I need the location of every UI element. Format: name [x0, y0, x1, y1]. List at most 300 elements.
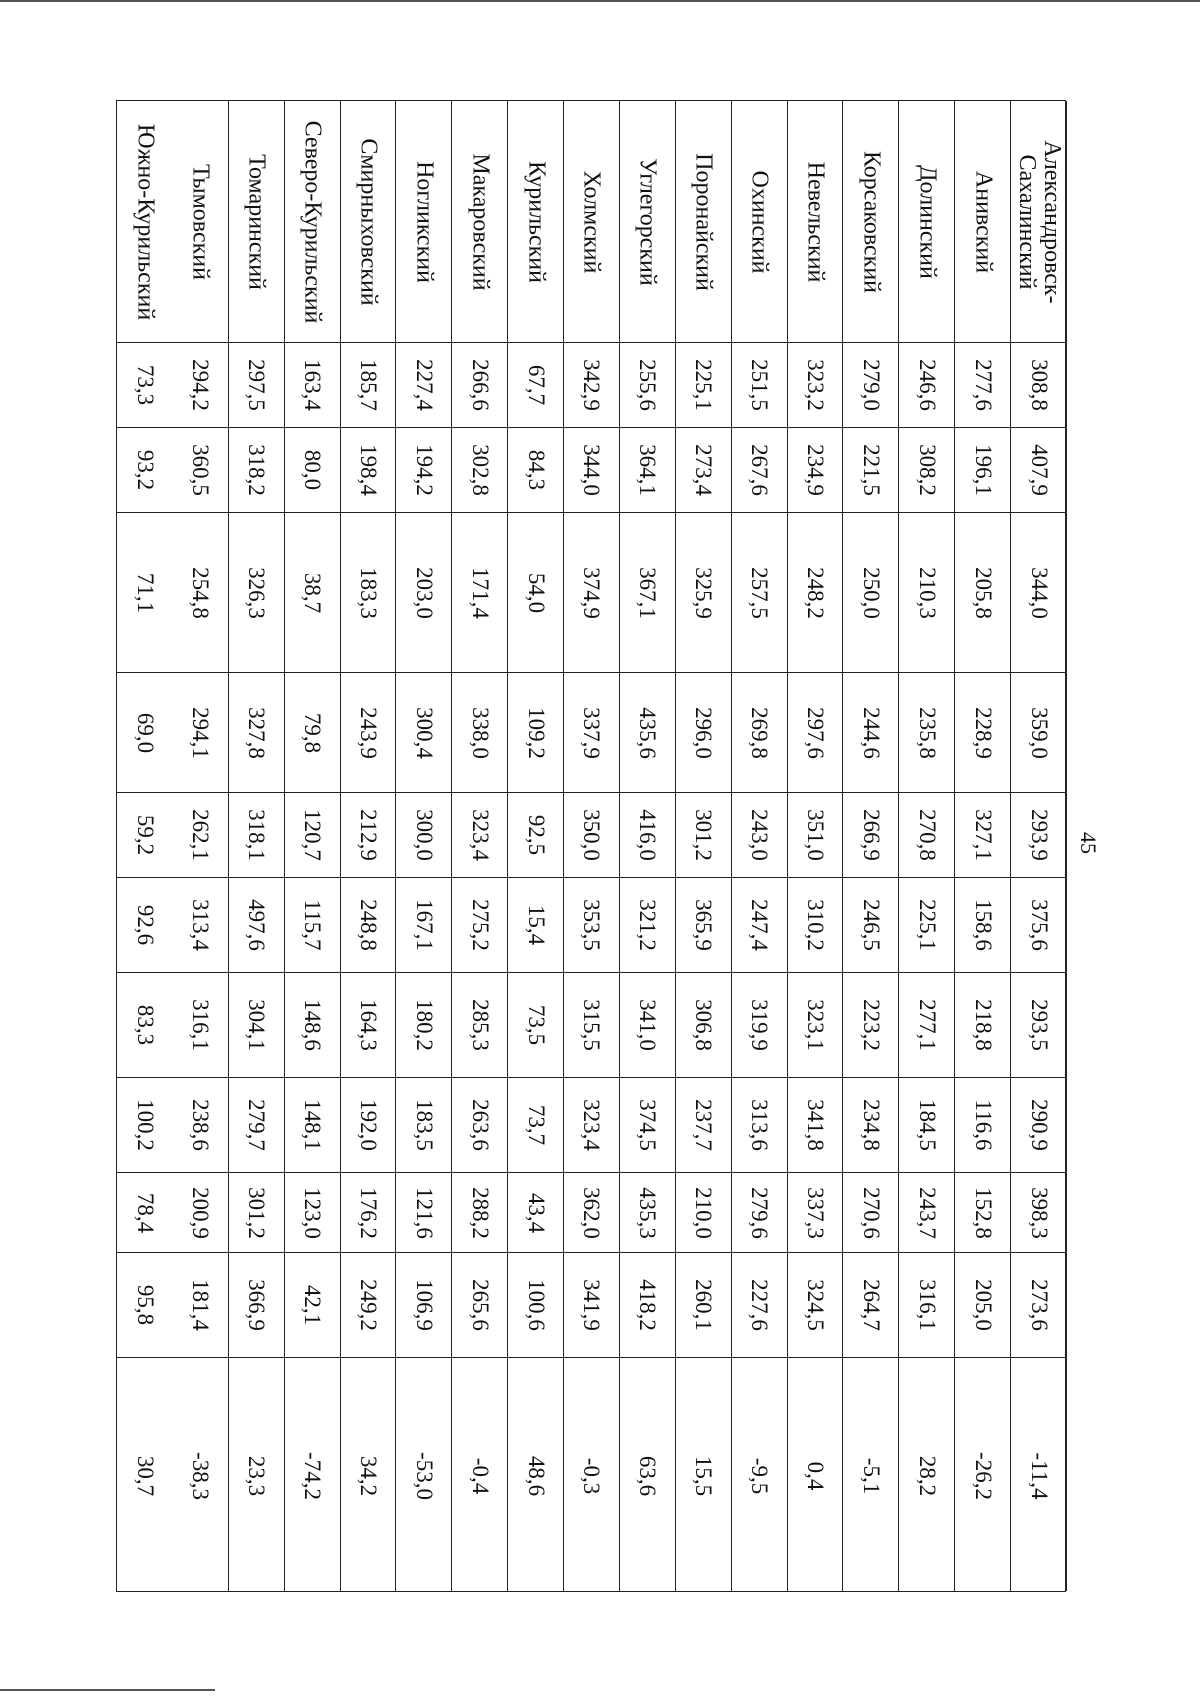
value-cell — [564, 793, 619, 878]
value-cell — [732, 343, 787, 428]
value-text: 59,2 — [133, 814, 159, 856]
value-text: 326,3 — [244, 566, 270, 619]
value-text: 365,9 — [691, 899, 717, 951]
district-name: Курильский — [523, 160, 550, 283]
value-cell — [899, 673, 954, 793]
value-cell — [396, 878, 451, 973]
value-text: 313,6 — [747, 1099, 773, 1151]
value-cell — [676, 793, 731, 878]
value-text: 167,1 — [411, 899, 437, 951]
value-text: 416,0 — [635, 809, 661, 861]
value-cell — [285, 793, 340, 878]
value-cell — [173, 878, 228, 973]
value-cell — [229, 428, 284, 513]
table-row-district — [899, 101, 955, 1591]
value-text: 248,2 — [803, 566, 829, 619]
value-cell — [564, 878, 619, 973]
value-text: 221,5 — [858, 444, 884, 496]
value-text: 327,8 — [244, 706, 270, 759]
value-cell — [229, 343, 284, 428]
value-text: 235,8 — [914, 706, 940, 759]
value-cell — [285, 1078, 340, 1173]
value-cell — [1011, 1078, 1066, 1173]
value-cell — [173, 428, 228, 513]
value-text: 246,5 — [858, 899, 884, 951]
value-text: 243,0 — [747, 809, 773, 861]
value-cell — [341, 673, 396, 793]
value-text: 106,9 — [411, 1279, 437, 1331]
value-cell — [1011, 1358, 1066, 1593]
value-cell — [788, 1358, 843, 1593]
value-text: 121,6 — [411, 1186, 437, 1239]
table-row-district — [508, 101, 564, 1591]
value-cell — [117, 1078, 173, 1173]
value-cell — [788, 428, 843, 513]
district-name-cell — [508, 101, 563, 343]
district-name: Южно-Курильский — [132, 123, 159, 320]
value-text: 318,1 — [244, 809, 270, 861]
value-cell — [955, 1253, 1010, 1358]
value-cell — [341, 1358, 396, 1593]
value-cell — [843, 343, 898, 428]
value-cell — [1011, 1253, 1066, 1358]
value-text: 375,6 — [1026, 899, 1052, 951]
value-text: 310,2 — [803, 899, 829, 951]
value-cell — [341, 1078, 396, 1173]
value-text: 300,0 — [411, 809, 437, 861]
value-text: -11,4 — [1026, 1451, 1052, 1500]
value-cell — [396, 513, 451, 673]
value-cell — [341, 428, 396, 513]
value-cell — [396, 1358, 451, 1593]
value-text: 42,1 — [300, 1284, 326, 1326]
value-text: 123,0 — [300, 1186, 326, 1239]
value-cell — [508, 343, 563, 428]
value-cell — [229, 973, 284, 1078]
district-name: Невельский — [802, 161, 829, 282]
value-cell — [676, 1253, 731, 1358]
value-cell — [452, 1358, 507, 1593]
value-text: 247,4 — [747, 899, 773, 951]
value-text: 225,1 — [914, 899, 940, 951]
value-text: 80,0 — [300, 449, 326, 491]
value-cell — [1011, 513, 1066, 673]
value-cell — [396, 1253, 451, 1358]
district-name-cell — [229, 101, 284, 343]
table-row-district — [788, 101, 844, 1591]
value-text: 290,9 — [1026, 1099, 1052, 1151]
value-text: 28,2 — [914, 1455, 940, 1496]
value-cell — [117, 1358, 173, 1593]
value-cell — [564, 1173, 619, 1253]
value-cell — [396, 428, 451, 513]
value-cell — [899, 428, 954, 513]
value-text: 255,6 — [635, 359, 661, 411]
value-text: 344,0 — [579, 444, 605, 496]
value-cell — [732, 1173, 787, 1253]
district-name: Корсаковский — [858, 150, 885, 293]
value-text: 84,3 — [523, 449, 549, 491]
value-cell — [899, 1253, 954, 1358]
value-text: 302,8 — [467, 444, 493, 496]
value-text: -38,3 — [188, 1451, 214, 1500]
value-cell — [285, 973, 340, 1078]
value-cell — [117, 673, 173, 793]
value-text: 95,8 — [133, 1284, 159, 1326]
value-text: 270,8 — [914, 809, 940, 861]
value-cell — [676, 1078, 731, 1173]
value-text: 198,4 — [356, 444, 382, 496]
rotated-data-table — [116, 100, 1066, 1592]
value-cell — [732, 1078, 787, 1173]
value-cell — [564, 343, 619, 428]
value-text: 73,5 — [523, 1004, 549, 1046]
value-text: 342,9 — [579, 359, 605, 411]
table-row-district — [396, 101, 452, 1591]
value-cell — [285, 343, 340, 428]
value-text: 210,3 — [914, 566, 940, 619]
value-text: 353,5 — [579, 899, 605, 951]
value-text: 251,5 — [747, 359, 773, 411]
table-row-district — [564, 101, 620, 1591]
value-cell — [452, 973, 507, 1078]
value-cell — [1011, 793, 1066, 878]
district-name: Томаринский — [243, 153, 270, 290]
value-cell — [732, 1253, 787, 1358]
value-text: 225,1 — [691, 359, 717, 411]
value-text: -53,0 — [411, 1451, 437, 1500]
value-text: -0,3 — [579, 1457, 605, 1494]
district-name: Смирныховский — [355, 137, 382, 306]
district-name-cell — [173, 101, 228, 343]
value-cell — [173, 513, 228, 673]
value-text: -26,2 — [970, 1451, 996, 1500]
value-text: 341,9 — [579, 1279, 605, 1331]
value-cell — [173, 343, 228, 428]
value-text: 374,5 — [635, 1099, 661, 1151]
value-cell — [788, 878, 843, 973]
value-text: 279,6 — [747, 1186, 773, 1239]
value-text: 337,9 — [579, 706, 605, 759]
district-name-cell — [620, 101, 675, 343]
value-cell — [676, 1173, 731, 1253]
value-text: 293,5 — [1026, 999, 1052, 1051]
scan-edge-line-bottom — [0, 1689, 215, 1691]
value-cell — [341, 1173, 396, 1253]
value-text: 227,4 — [411, 359, 437, 411]
value-text: 321,2 — [635, 899, 661, 951]
table-row-district — [173, 101, 229, 1591]
value-cell — [341, 513, 396, 673]
value-cell — [955, 878, 1010, 973]
value-cell — [620, 673, 675, 793]
value-cell — [899, 973, 954, 1078]
value-cell — [285, 878, 340, 973]
value-cell — [955, 793, 1010, 878]
value-cell — [396, 343, 451, 428]
value-text: 364,1 — [635, 444, 661, 496]
value-cell — [173, 793, 228, 878]
value-cell — [285, 1253, 340, 1358]
value-cell — [508, 1253, 563, 1358]
value-text: 497,6 — [244, 899, 270, 951]
value-text: 158,6 — [970, 899, 996, 951]
value-text: 171,4 — [467, 566, 493, 619]
value-text: 164,3 — [356, 999, 382, 1051]
value-cell — [1011, 1173, 1066, 1253]
value-cell — [117, 973, 173, 1078]
value-text: 83,3 — [133, 1004, 159, 1046]
value-text: 223,2 — [858, 999, 884, 1051]
value-cell — [732, 513, 787, 673]
value-text: 300,4 — [411, 706, 437, 759]
district-name-cell — [843, 101, 898, 343]
value-cell — [788, 343, 843, 428]
value-text: 109,2 — [523, 706, 549, 759]
value-cell — [564, 673, 619, 793]
value-text: 237,7 — [691, 1099, 717, 1151]
value-text: 243,9 — [356, 706, 382, 759]
value-cell — [173, 973, 228, 1078]
district-name-cell — [341, 101, 396, 343]
district-name-cell — [1011, 101, 1066, 343]
value-cell — [620, 428, 675, 513]
value-text: 200,9 — [188, 1186, 214, 1239]
value-cell — [229, 793, 284, 878]
value-text: 63,6 — [635, 1455, 661, 1496]
value-cell — [955, 1078, 1010, 1173]
value-text: 398,3 — [1026, 1186, 1052, 1239]
value-cell — [899, 1173, 954, 1253]
value-cell — [899, 793, 954, 878]
value-text: 15,4 — [523, 904, 549, 946]
value-cell — [788, 1173, 843, 1253]
table-row-district — [229, 101, 285, 1591]
value-text: 115,7 — [300, 899, 326, 951]
value-text: 228,9 — [970, 706, 996, 759]
value-cell — [285, 1358, 340, 1593]
value-text: 181,4 — [188, 1279, 214, 1331]
value-text: 296,0 — [691, 706, 717, 759]
value-text: 308,2 — [914, 444, 940, 496]
value-text: 260,1 — [691, 1279, 717, 1331]
value-text: 34,2 — [356, 1455, 382, 1496]
value-text: 301,2 — [691, 809, 717, 861]
value-cell — [899, 513, 954, 673]
value-text: 435,3 — [635, 1186, 661, 1239]
value-text: 243,7 — [914, 1186, 940, 1239]
value-cell — [955, 428, 1010, 513]
district-name-cell — [564, 101, 619, 343]
value-cell — [285, 513, 340, 673]
value-cell — [732, 673, 787, 793]
table-row-district — [955, 101, 1011, 1591]
value-text: 341,0 — [635, 999, 661, 1051]
value-cell — [955, 343, 1010, 428]
value-cell — [732, 1358, 787, 1593]
value-cell — [788, 673, 843, 793]
value-cell — [285, 1173, 340, 1253]
value-cell — [620, 973, 675, 1078]
value-cell — [396, 673, 451, 793]
value-cell — [117, 1253, 173, 1358]
value-cell — [1011, 428, 1066, 513]
value-text: 183,3 — [356, 566, 382, 619]
value-text: 316,1 — [914, 1279, 940, 1331]
district-name: Ногликский — [411, 160, 438, 283]
value-cell — [676, 428, 731, 513]
value-text: 15,5 — [691, 1455, 717, 1496]
district-name: Холмский — [579, 170, 606, 273]
value-cell — [843, 1253, 898, 1358]
value-text: 38,7 — [300, 572, 326, 613]
value-text: 23,3 — [244, 1455, 270, 1496]
value-text: 184,5 — [914, 1099, 940, 1151]
value-cell — [452, 673, 507, 793]
value-text: 234,9 — [803, 444, 829, 496]
value-text: 67,7 — [523, 364, 549, 406]
value-text: 367,1 — [635, 566, 661, 619]
district-name: Северо-Курильский — [299, 120, 326, 323]
value-cell — [508, 1173, 563, 1253]
value-text: 275,2 — [467, 899, 493, 951]
value-cell — [396, 793, 451, 878]
value-text: -5,1 — [858, 1457, 884, 1494]
value-cell — [564, 428, 619, 513]
value-cell — [117, 793, 173, 878]
value-cell — [788, 1078, 843, 1173]
scan-edge-line — [0, 0, 1200, 2]
value-text: 435,6 — [635, 706, 661, 759]
value-text: 248,8 — [356, 899, 382, 951]
value-text: 266,9 — [858, 809, 884, 861]
value-text: 92,5 — [523, 814, 549, 856]
value-cell — [843, 1078, 898, 1173]
value-cell — [229, 878, 284, 973]
value-text: 205,8 — [970, 566, 996, 619]
value-text: 262,1 — [188, 809, 214, 861]
value-cell — [229, 513, 284, 673]
value-text: 323,1 — [803, 999, 829, 1051]
value-text: 273,6 — [1026, 1279, 1052, 1331]
value-text: 264,7 — [858, 1279, 884, 1331]
page-number: 45 — [1076, 832, 1101, 854]
value-cell — [1011, 973, 1066, 1078]
value-text: 360,5 — [188, 444, 214, 496]
value-text: 319,9 — [747, 999, 773, 1051]
value-text: 218,8 — [970, 999, 996, 1051]
district-name: Александровск- Сахалинский — [1013, 139, 1065, 304]
value-cell — [564, 1358, 619, 1593]
value-text: 48,6 — [523, 1455, 549, 1496]
value-text: 270,6 — [858, 1186, 884, 1239]
value-text: 277,1 — [914, 999, 940, 1051]
value-cell — [117, 1173, 173, 1253]
value-text: 116,6 — [970, 1099, 996, 1151]
value-text: 73,7 — [523, 1104, 549, 1146]
value-cell — [229, 1078, 284, 1173]
value-text: 267,6 — [747, 444, 773, 496]
value-text: 301,2 — [244, 1186, 270, 1239]
value-cell — [341, 878, 396, 973]
value-text: -74,2 — [300, 1451, 326, 1500]
value-cell — [899, 1078, 954, 1173]
value-cell — [843, 1173, 898, 1253]
value-cell — [508, 1358, 563, 1593]
value-cell — [452, 793, 507, 878]
value-text: -9,5 — [747, 1457, 773, 1494]
value-cell — [564, 973, 619, 1078]
value-text: 79,8 — [300, 712, 326, 753]
value-cell — [955, 973, 1010, 1078]
value-cell — [508, 1078, 563, 1173]
value-cell — [229, 1253, 284, 1358]
value-cell — [341, 973, 396, 1078]
value-text: 359,0 — [1026, 706, 1052, 759]
value-text: 148,6 — [300, 999, 326, 1051]
value-cell — [620, 1253, 675, 1358]
value-cell — [1011, 343, 1066, 428]
value-cell — [955, 673, 1010, 793]
value-text: 341,8 — [803, 1099, 829, 1151]
value-text: 308,8 — [1026, 359, 1052, 411]
value-cell — [955, 513, 1010, 673]
value-cell — [341, 793, 396, 878]
value-cell — [564, 1253, 619, 1358]
value-cell — [676, 673, 731, 793]
value-cell — [452, 343, 507, 428]
value-text: 325,9 — [691, 566, 717, 619]
value-cell — [620, 513, 675, 673]
value-cell — [117, 878, 173, 973]
district-name-cell — [285, 101, 340, 343]
district-name: Долинский — [914, 164, 941, 279]
value-cell — [229, 1358, 284, 1593]
value-text: 324,5 — [803, 1279, 829, 1331]
district-name: Углегорский — [634, 157, 661, 286]
value-text: 205,0 — [970, 1279, 996, 1331]
district-name: Поронайский — [690, 152, 717, 291]
value-text: 100,2 — [133, 1099, 159, 1151]
district-name: Анивский — [970, 170, 997, 273]
table-row-district — [1011, 101, 1067, 1591]
value-text: 176,2 — [356, 1186, 382, 1239]
value-cell — [732, 793, 787, 878]
value-text: 323,2 — [803, 359, 829, 411]
value-text: 180,2 — [411, 999, 437, 1051]
value-cell — [843, 673, 898, 793]
value-cell — [173, 1078, 228, 1173]
value-cell — [620, 343, 675, 428]
district-name-cell — [396, 101, 451, 343]
value-text: 30,7 — [133, 1455, 159, 1496]
table-row-district — [341, 101, 397, 1591]
value-cell — [229, 1173, 284, 1253]
value-cell — [620, 878, 675, 973]
value-text: 277,6 — [970, 359, 996, 411]
value-text: 350,0 — [579, 809, 605, 861]
value-cell — [620, 1078, 675, 1173]
value-text: 362,0 — [579, 1186, 605, 1239]
value-text: -0,4 — [467, 1457, 493, 1494]
value-cell — [341, 1253, 396, 1358]
value-text: 227,6 — [747, 1279, 773, 1331]
table-row-district — [285, 101, 341, 1591]
value-text: 265,6 — [467, 1279, 493, 1331]
value-cell — [676, 513, 731, 673]
value-text: 297,6 — [803, 706, 829, 759]
value-cell — [173, 1358, 228, 1593]
